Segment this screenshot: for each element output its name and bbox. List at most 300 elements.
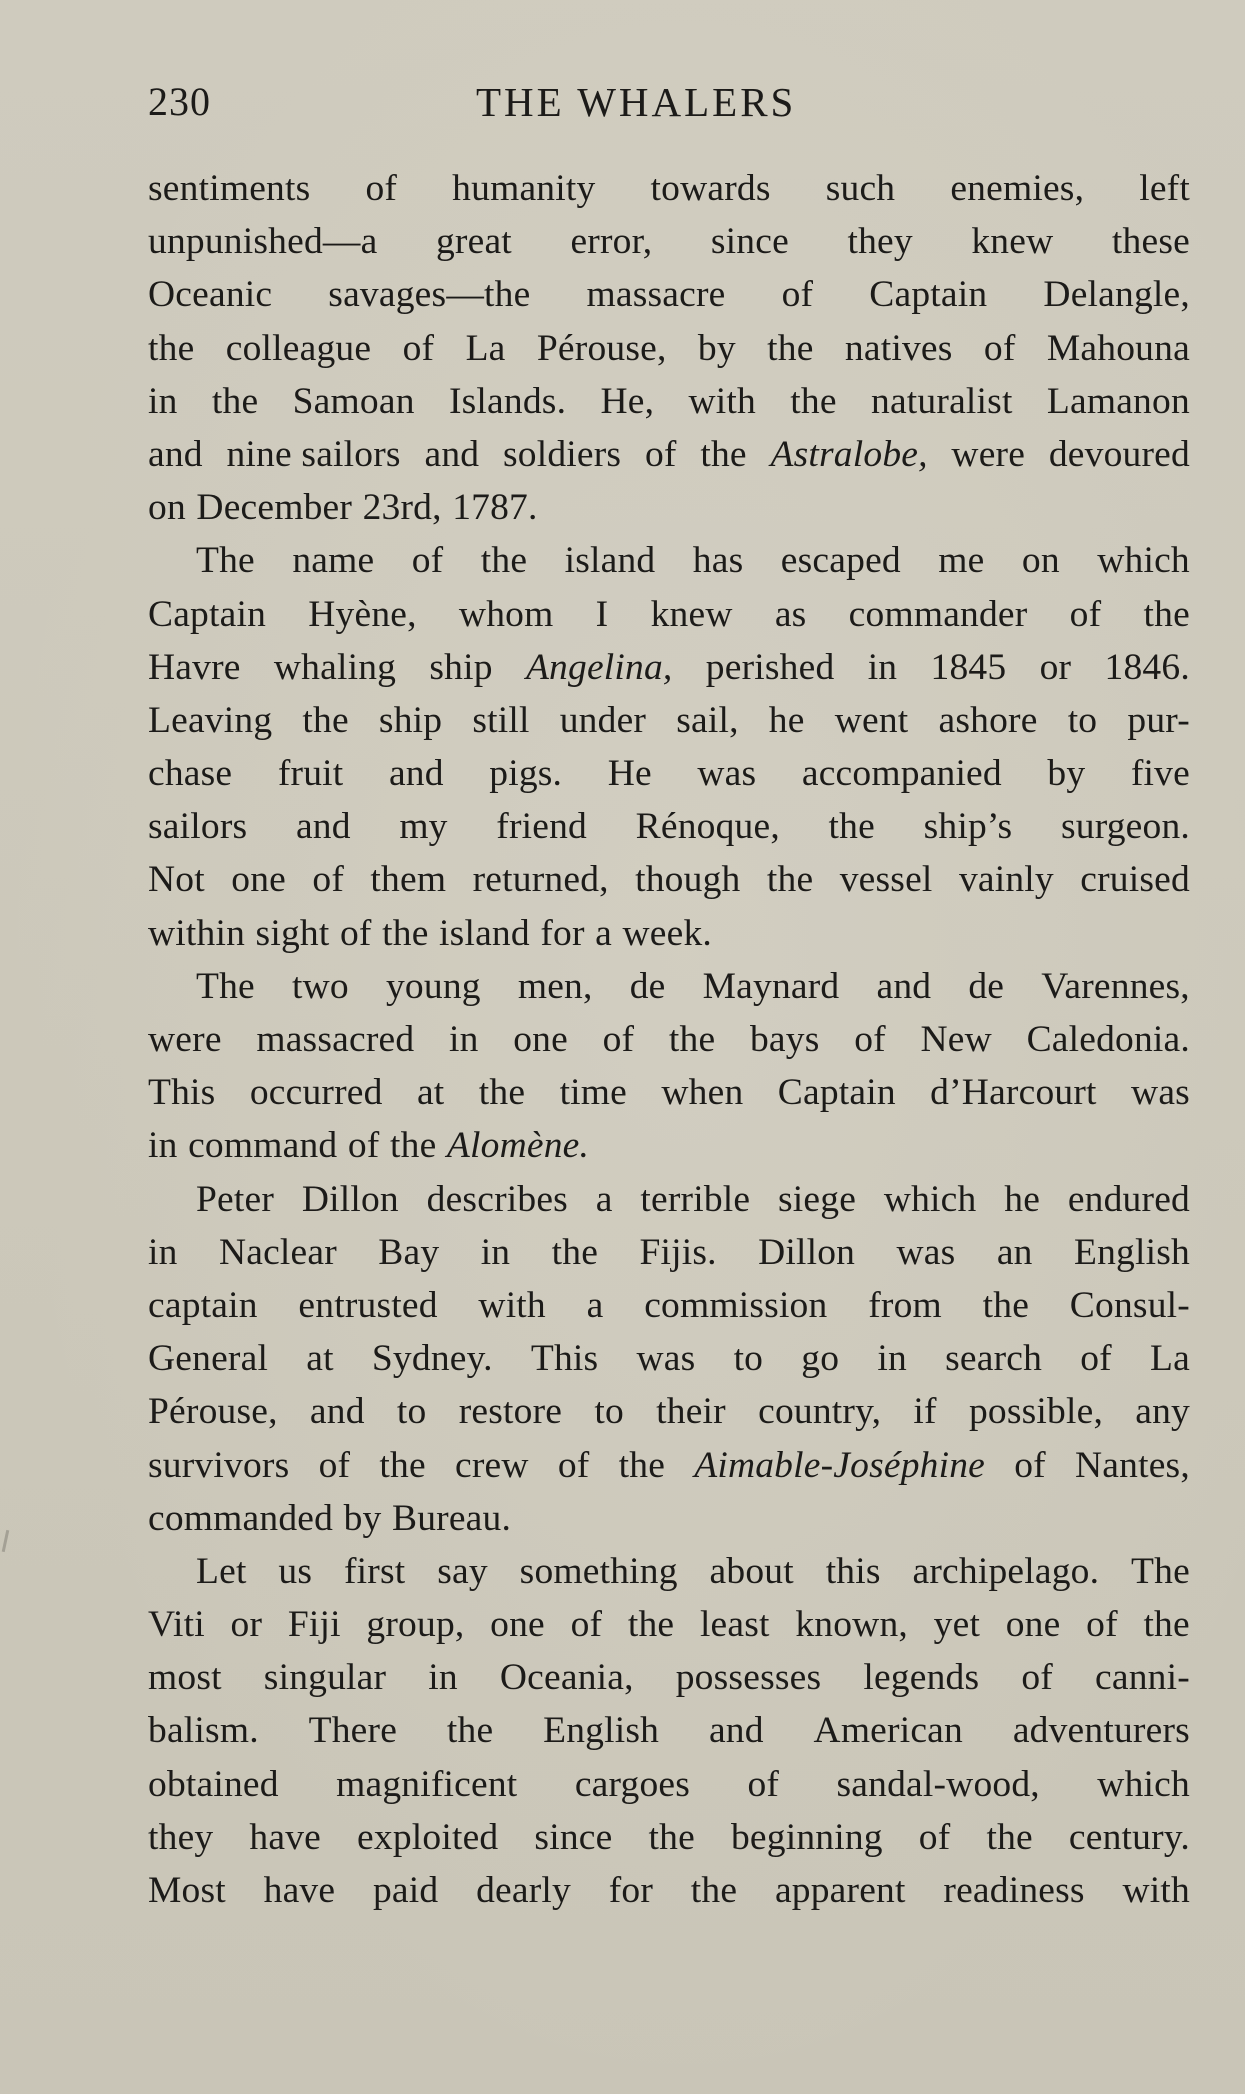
word: to	[594, 1391, 624, 1433]
word: and	[876, 965, 932, 1007]
word: of	[781, 274, 814, 316]
text-line	[148, 1492, 1190, 1545]
word: possible,	[968, 1391, 1104, 1433]
word: adventurers	[1012, 1710, 1190, 1752]
text-line	[148, 375, 1190, 428]
word: the	[986, 1816, 1033, 1858]
word: which	[883, 1178, 977, 1220]
word: Islands.	[448, 380, 567, 422]
word: of	[402, 327, 435, 369]
text-line	[148, 1598, 1190, 1651]
word: Astralobe,	[770, 433, 928, 475]
word: surgeon.	[1060, 806, 1190, 848]
word: Maynard	[702, 965, 840, 1007]
word: if	[913, 1391, 937, 1433]
word: island	[439, 912, 530, 954]
word: chase	[148, 753, 233, 795]
word: the	[302, 699, 349, 741]
text-line	[148, 1119, 1190, 1172]
word: massacre	[586, 274, 726, 316]
word: bays	[749, 1019, 820, 1060]
word: to	[1067, 699, 1098, 741]
word: since	[710, 221, 789, 263]
text-line	[148, 1811, 1190, 1864]
word: Peter	[196, 1178, 275, 1220]
word: which	[1097, 540, 1190, 582]
word: 1846.	[1104, 646, 1190, 688]
word: group,	[366, 1604, 465, 1646]
word: Samoan	[292, 380, 415, 422]
word: the	[551, 1231, 599, 1273]
word: He,	[600, 380, 655, 422]
word: massacred	[256, 1019, 415, 1060]
word: devoured	[1048, 433, 1190, 475]
word: occurred	[249, 1072, 383, 1114]
word: search	[945, 1338, 1043, 1380]
word: sailors	[148, 806, 248, 848]
word: in	[148, 380, 178, 422]
text-line	[148, 428, 1190, 481]
word: five	[1130, 753, 1190, 795]
word: and	[708, 1710, 764, 1752]
word: this	[825, 1550, 881, 1592]
text-line	[148, 641, 1190, 694]
word: restore	[458, 1391, 563, 1433]
word: knew	[650, 593, 733, 635]
word: was	[1131, 1072, 1190, 1114]
word: of	[854, 1019, 886, 1060]
word: obtained	[148, 1763, 279, 1805]
word: dearly	[476, 1870, 571, 1911]
word: La	[465, 327, 506, 369]
word: of	[570, 1604, 603, 1646]
word: these	[1111, 221, 1190, 263]
word: one	[490, 1604, 545, 1646]
word: whom	[458, 593, 554, 635]
word: by	[697, 327, 736, 369]
word: in	[480, 1231, 511, 1273]
text-line	[148, 1758, 1190, 1811]
margin-mark	[2, 1530, 10, 1552]
word: canni-	[1095, 1657, 1190, 1699]
word: beginning	[730, 1816, 883, 1858]
word: of	[1080, 1338, 1112, 1380]
text-line	[148, 1864, 1190, 1917]
text-line	[148, 1279, 1190, 1332]
word: whaling	[273, 646, 397, 688]
word: cruised	[1080, 859, 1190, 901]
word: the	[390, 1125, 437, 1167]
word: for	[540, 912, 585, 954]
word: Not	[148, 859, 205, 901]
word: of	[347, 1125, 380, 1167]
word: Pérouse,	[536, 327, 667, 369]
word: left	[1139, 168, 1190, 209]
word: possesses	[675, 1657, 822, 1699]
word: when	[661, 1072, 744, 1114]
word: was	[636, 1338, 696, 1380]
running-head: THE WHALERS	[476, 79, 797, 125]
word: was	[697, 753, 757, 795]
text-line	[148, 1545, 1190, 1598]
word: and	[295, 806, 351, 848]
text-line	[148, 481, 1190, 534]
text-line	[148, 1332, 1190, 1385]
word: such	[825, 168, 896, 209]
word: to	[396, 1391, 427, 1433]
word: their	[656, 1391, 726, 1433]
word: commanded	[148, 1497, 334, 1539]
word: of	[318, 1444, 351, 1486]
word: ship’s	[923, 806, 1013, 848]
word: de	[968, 965, 1005, 1007]
word: Let	[196, 1550, 247, 1592]
word: in	[877, 1338, 907, 1380]
body-text	[148, 162, 1190, 1917]
word: me	[938, 540, 985, 582]
word: with	[1122, 1870, 1190, 1911]
text-line	[148, 800, 1190, 853]
word: on	[148, 487, 186, 529]
word: La	[1150, 1338, 1190, 1380]
word: by	[343, 1497, 382, 1539]
word: Captain	[777, 1072, 896, 1114]
word: Consul-	[1069, 1284, 1190, 1326]
word: Dillon	[301, 1178, 399, 1220]
word: century.	[1068, 1816, 1190, 1858]
word: friend	[496, 806, 588, 848]
word: Caledonia.	[1026, 1019, 1190, 1060]
word: sentiments	[148, 168, 311, 209]
word: the	[828, 806, 875, 848]
word: of	[1021, 1657, 1053, 1699]
word: by	[1047, 753, 1086, 795]
word: unpunished—a	[148, 221, 378, 263]
word: 23rd,	[362, 487, 442, 529]
word: an	[996, 1231, 1033, 1273]
word: the	[618, 1444, 666, 1486]
word: Viti	[148, 1604, 205, 1646]
word: from	[868, 1284, 942, 1326]
word: a	[595, 1178, 613, 1220]
word: my	[399, 806, 448, 848]
word: The	[196, 540, 255, 582]
word: the	[480, 540, 528, 582]
text-line	[148, 215, 1190, 268]
word: natives	[844, 327, 953, 369]
word: Dillon	[758, 1231, 856, 1273]
word: American	[813, 1710, 963, 1752]
word: yet	[933, 1604, 981, 1646]
word: at	[306, 1338, 334, 1380]
word: which	[1097, 1763, 1190, 1805]
word: ashore	[938, 699, 1038, 741]
word: they	[148, 1816, 214, 1858]
word: and	[309, 1391, 365, 1433]
word: the	[648, 1816, 695, 1858]
word: Angelina,	[525, 646, 673, 688]
word: or	[230, 1604, 263, 1646]
word: the	[1143, 593, 1190, 635]
word: Mahouna	[1046, 327, 1190, 369]
word: the	[982, 1284, 1030, 1326]
word: survivors	[148, 1444, 290, 1486]
word: of	[983, 327, 1016, 369]
word: sandal-wood,	[836, 1763, 1040, 1805]
text-line	[148, 1704, 1190, 1757]
text-line	[148, 534, 1190, 587]
word: of	[602, 1019, 635, 1060]
word: have	[249, 1816, 321, 1858]
word: young	[385, 965, 481, 1007]
word: paid	[372, 1870, 439, 1911]
word: Naclear	[218, 1231, 337, 1273]
word: Sydney.	[371, 1338, 493, 1380]
word: captain	[148, 1284, 258, 1326]
word: Captain	[148, 593, 267, 635]
word: or	[1039, 646, 1072, 688]
word: perished	[705, 646, 835, 688]
word: as	[774, 593, 807, 635]
text-line	[148, 1173, 1190, 1226]
word: This	[148, 1072, 216, 1114]
word: of	[312, 859, 345, 901]
word: and	[148, 433, 203, 475]
word: commission	[644, 1284, 828, 1326]
word: week.	[622, 912, 713, 954]
word: d’Harcourt	[930, 1072, 1097, 1114]
page-header	[148, 78, 1188, 138]
word: accompanied	[801, 753, 1002, 795]
word: sight	[255, 912, 330, 954]
word: pur-	[1127, 699, 1190, 741]
word: General	[148, 1338, 269, 1380]
word: readiness	[943, 1870, 1085, 1911]
word: nine sailors	[226, 433, 401, 475]
word: Captain	[869, 274, 988, 316]
word: though	[635, 859, 741, 901]
word: Oceania,	[499, 1657, 634, 1699]
word: apparent	[774, 1870, 906, 1911]
word: island	[564, 540, 656, 582]
word: vainly	[958, 859, 1054, 901]
word: describes	[426, 1178, 568, 1220]
word: was	[896, 1231, 956, 1273]
word: one	[513, 1019, 568, 1060]
word: commander	[848, 593, 1028, 635]
word: one	[1005, 1604, 1061, 1646]
word: The	[196, 965, 255, 1007]
word: Nantes,	[1075, 1444, 1190, 1486]
word: Fijis.	[639, 1231, 717, 1273]
page-number: 230	[148, 79, 211, 124]
word: English	[543, 1710, 660, 1752]
word: Varennes,	[1041, 965, 1190, 1007]
word: He	[607, 753, 652, 795]
word: and	[424, 433, 480, 475]
word: say	[437, 1550, 488, 1592]
text-line	[148, 588, 1190, 641]
word: went	[834, 699, 909, 741]
word: of	[1014, 1444, 1046, 1486]
word: colleague	[225, 327, 372, 369]
word: time	[559, 1072, 628, 1114]
text-line	[148, 1439, 1190, 1492]
word: the	[446, 1710, 494, 1752]
word: soldiers	[502, 433, 622, 475]
word: enemies,	[950, 168, 1085, 209]
word: something	[519, 1550, 678, 1592]
text-line	[148, 747, 1190, 800]
word: they	[847, 221, 913, 263]
word: any	[1135, 1391, 1190, 1433]
word: New	[920, 1019, 992, 1060]
word: go	[801, 1338, 840, 1380]
word: two	[292, 965, 349, 1007]
word: them	[370, 859, 447, 901]
text-line	[148, 960, 1190, 1013]
text-line	[148, 162, 1190, 215]
word: least	[699, 1604, 770, 1646]
text-line	[148, 1226, 1190, 1279]
word: escaped	[780, 540, 901, 582]
word: the	[790, 380, 837, 422]
word: balism.	[148, 1710, 259, 1752]
word: in	[148, 1125, 178, 1167]
word: the	[211, 380, 259, 422]
word: The	[1131, 1550, 1190, 1592]
word: 1787.	[452, 487, 538, 529]
word: of	[1069, 593, 1102, 635]
word: in	[867, 646, 898, 688]
word: one	[231, 859, 286, 901]
word: crew	[454, 1444, 529, 1486]
word: the	[379, 1444, 426, 1486]
word: country,	[758, 1391, 882, 1433]
text-line	[148, 1651, 1190, 1704]
word: I	[595, 593, 609, 635]
word: of	[411, 540, 444, 582]
word: 1845	[930, 646, 1007, 688]
word: entrusted	[298, 1284, 438, 1326]
word: were	[148, 1019, 222, 1060]
word: of	[644, 433, 677, 475]
word: endured	[1067, 1178, 1190, 1220]
word: us	[278, 1550, 313, 1592]
word: Bureau.	[391, 1497, 512, 1539]
word: towards	[650, 168, 771, 209]
word: the	[382, 912, 429, 954]
word: terrible	[640, 1178, 751, 1220]
word: siege	[778, 1178, 857, 1220]
word: the	[668, 1019, 716, 1060]
word: Delangle,	[1043, 274, 1190, 316]
word: still	[472, 699, 530, 741]
word: de	[629, 965, 666, 1007]
word: the	[700, 433, 747, 475]
word: about	[709, 1550, 794, 1592]
word: Rénoque,	[635, 806, 780, 848]
word: with	[688, 380, 756, 422]
word: of	[747, 1763, 780, 1805]
text-line	[148, 907, 1190, 960]
word: singular	[263, 1657, 387, 1699]
word: and	[388, 753, 444, 795]
word: most	[148, 1657, 222, 1699]
word: for	[608, 1870, 654, 1911]
text-line	[148, 268, 1190, 321]
word: Fiji	[287, 1604, 341, 1646]
word: Bay	[378, 1231, 440, 1273]
word: he	[768, 699, 805, 741]
word: the	[148, 327, 195, 369]
word: a	[586, 1284, 604, 1326]
word: with	[478, 1284, 546, 1326]
word: the	[627, 1604, 675, 1646]
text-line	[148, 853, 1190, 906]
word: of	[918, 1816, 951, 1858]
word: on	[1021, 540, 1060, 582]
word: great	[435, 221, 512, 263]
word: Lamanon	[1046, 380, 1190, 422]
word: savages—the	[328, 274, 531, 316]
word: fruit	[277, 753, 344, 795]
word: ship	[378, 699, 443, 741]
word: of	[339, 912, 372, 954]
word: December	[196, 487, 353, 529]
word: Leaving	[148, 699, 273, 741]
word: Pérouse,	[148, 1391, 278, 1433]
word: Hyène,	[308, 593, 417, 635]
word: the	[767, 327, 814, 369]
word: in	[148, 1231, 178, 1273]
word: Aimable-Joséphine	[694, 1444, 986, 1486]
word: legends	[863, 1657, 980, 1699]
word: name	[292, 540, 375, 582]
text-line	[148, 694, 1190, 747]
word: of	[365, 168, 398, 209]
word: vessel	[839, 859, 933, 901]
text-line	[148, 1013, 1190, 1066]
word: of	[557, 1444, 590, 1486]
word: the	[690, 1870, 738, 1911]
word: the	[766, 859, 814, 901]
word: exploited	[357, 1816, 499, 1858]
word: known,	[795, 1604, 908, 1646]
word: he	[1004, 1178, 1041, 1220]
text-line	[148, 1066, 1190, 1119]
word: English	[1073, 1231, 1190, 1273]
word: Most	[148, 1870, 226, 1911]
word: were	[951, 433, 1026, 475]
word: There	[308, 1710, 398, 1752]
word: of	[1086, 1604, 1118, 1646]
word: This	[530, 1338, 599, 1380]
word: has	[692, 540, 744, 582]
word: cargoes	[574, 1763, 691, 1805]
word: naturalist	[871, 380, 1013, 422]
text-line	[148, 1385, 1190, 1438]
word: since	[534, 1816, 613, 1858]
word: Havre	[148, 646, 241, 688]
word: men,	[517, 965, 593, 1007]
word: ship	[429, 646, 493, 688]
word: Alomène.	[446, 1125, 590, 1167]
word: pigs.	[489, 753, 563, 795]
word: at	[416, 1072, 445, 1114]
text-line	[148, 322, 1190, 375]
word: error,	[570, 221, 653, 263]
